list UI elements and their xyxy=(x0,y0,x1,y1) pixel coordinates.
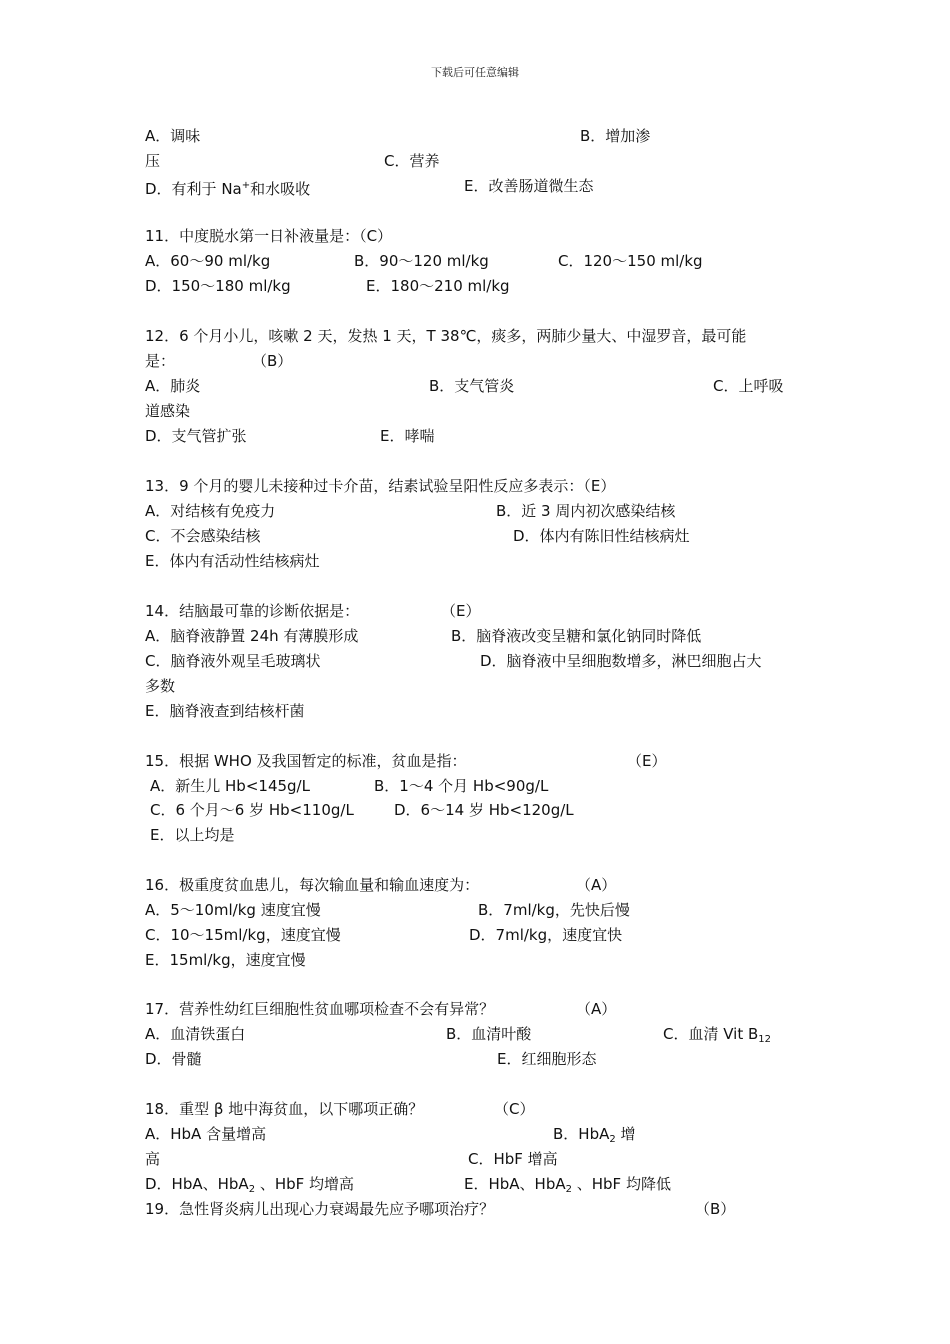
q11-option-d: D．150～180 ml/kg xyxy=(145,277,291,295)
q18-option-b: B．HbA$_2$ 增 xyxy=(553,1125,636,1145)
q17-answer: （A） xyxy=(576,1000,617,1018)
q12-option-c: C．上呼吸 xyxy=(713,377,784,395)
q15-option-b: B．1～4 个月 Hb<90g/L xyxy=(374,777,549,795)
q16-option-b: B．7ml/kg，先快后慢 xyxy=(478,901,630,919)
q16-option-c: C．10～15ml/kg，速度宜慢 xyxy=(145,926,341,944)
q14-option-a: A．脑脊液静置 24h 有薄膜形成 xyxy=(145,627,359,645)
q12-option-b: B．支气管炎 xyxy=(429,377,515,395)
q14-answer: （E） xyxy=(441,602,481,620)
q12-stem-cont: 是： xyxy=(145,352,176,370)
q15-option-e: E．以上均是 xyxy=(150,826,235,844)
q17-option-e: E．红细胞形态 xyxy=(497,1050,597,1068)
q17-stem: 17．营养性幼红巨细胞性贫血哪项检查不会有异常？ xyxy=(145,1000,495,1018)
q10-option-d: D．有利于 Na+和水吸收 xyxy=(145,180,311,198)
q18-option-a: A．HbA 含量增高 xyxy=(145,1125,267,1143)
q18-option-d: D．HbA、HbA$_2$ 、HbF 均增高 xyxy=(145,1175,355,1195)
q12-answer: （B） xyxy=(252,352,293,370)
q10-option-a: A．调味 xyxy=(145,127,201,145)
q18-answer: （C） xyxy=(494,1100,535,1118)
q14-option-c: C．脑脊液外观呈毛玻璃状 xyxy=(145,652,321,670)
q10-option-c: C．营养 xyxy=(384,152,440,170)
q12-option-e: E．哮喘 xyxy=(380,427,435,445)
q18-option-c: C．HbF 增高 xyxy=(468,1150,558,1168)
q19-stem: 19．急性肾炎病儿出现心力衰竭最先应予哪项治疗？ xyxy=(145,1200,495,1218)
q13-option-b: B．近 3 周内初次感染结核 xyxy=(496,502,676,520)
q18-stem: 18．重型 β 地中海贫血，以下哪项正确？ xyxy=(145,1100,424,1118)
q12-stem: 12．6 个月小儿，咳嗽 2 天，发热 1 天，T 38℃，痰多，两肺少量大、中湿罗音，最可能 xyxy=(145,327,747,345)
q11-option-b: B．90～120 ml/kg xyxy=(354,252,489,270)
q15-stem: 15．根据 WHO 及我国暂定的标准，贫血是指： xyxy=(145,752,467,770)
q11-option-a: A．60～90 ml/kg xyxy=(145,252,271,270)
q16-option-a: A．5～10ml/kg 速度宜慢 xyxy=(145,901,321,919)
q12-option-d: D．支气管扩张 xyxy=(145,427,247,445)
q14-option-e: E．脑脊液查到结核杆菌 xyxy=(145,702,305,720)
q13-option-e: E．体内有活动性结核病灶 xyxy=(145,552,320,570)
q10-option-b: B．增加渗 xyxy=(580,127,651,145)
q12-option-a: A．肺炎 xyxy=(145,377,201,395)
q19-answer: （B） xyxy=(695,1200,736,1218)
q13-option-d: D．体内有陈旧性结核病灶 xyxy=(513,527,690,545)
q11-option-e: E．180～210 ml/kg xyxy=(366,277,510,295)
q11-option-c: C．120～150 ml/kg xyxy=(558,252,703,270)
q17-option-c: C．血清 Vit $B_{12}$ xyxy=(663,1025,772,1045)
q12-option-c-cont: 道感染 xyxy=(145,402,191,420)
q18-option-b-cont: 高 xyxy=(145,1150,161,1168)
q10-option-b-cont: 压 xyxy=(145,152,161,170)
q14-option-d: D．脑脊液中呈细胞数增多，淋巴细胞占大 xyxy=(480,652,762,670)
page-header: 下载后可任意编辑 xyxy=(431,66,519,79)
q15-answer: （E） xyxy=(627,752,667,770)
q17-option-d: D．骨髓 xyxy=(145,1050,202,1068)
q16-answer: （A） xyxy=(576,876,617,894)
q14-option-d-cont: 多数 xyxy=(145,677,176,695)
q13-option-a: A．对结核有免疫力 xyxy=(145,502,276,520)
q15-option-c: C．6 个月～6 岁 Hb<110g/L xyxy=(150,801,354,819)
q10-option-e: E．改善肠道微生态 xyxy=(464,177,594,195)
q17-option-a: A．血清铁蛋白 xyxy=(145,1025,246,1043)
q18-option-e: E．HbA、HbA$_2$ 、HbF 均降低 xyxy=(464,1175,671,1195)
q17-option-b: B．血清叶酸 xyxy=(446,1025,532,1043)
q13-option-c: C．不会感染结核 xyxy=(145,527,261,545)
q16-option-e: E．15ml/kg，速度宜慢 xyxy=(145,951,306,969)
q16-option-d: D．7ml/kg，速度宜快 xyxy=(469,926,623,944)
q15-option-a: A．新生儿 Hb<145g/L xyxy=(150,777,310,795)
q16-stem: 16．极重度贫血患儿，每次输血量和输血速度为： xyxy=(145,876,480,894)
q14-stem: 14．结脑最可靠的诊断依据是： xyxy=(145,602,360,620)
q13-stem: 13．9 个月的婴儿未接种过卡介苗，结素试验呈阳性反应多表示：（E） xyxy=(145,477,616,495)
q11-stem: 11．中度脱水第一日补液量是：（C） xyxy=(145,227,393,245)
q14-option-b: B．脑脊液改变呈糖和氯化钠同时降低 xyxy=(451,627,702,645)
q15-option-d: D．6～14 岁 Hb<120g/L xyxy=(394,801,574,819)
